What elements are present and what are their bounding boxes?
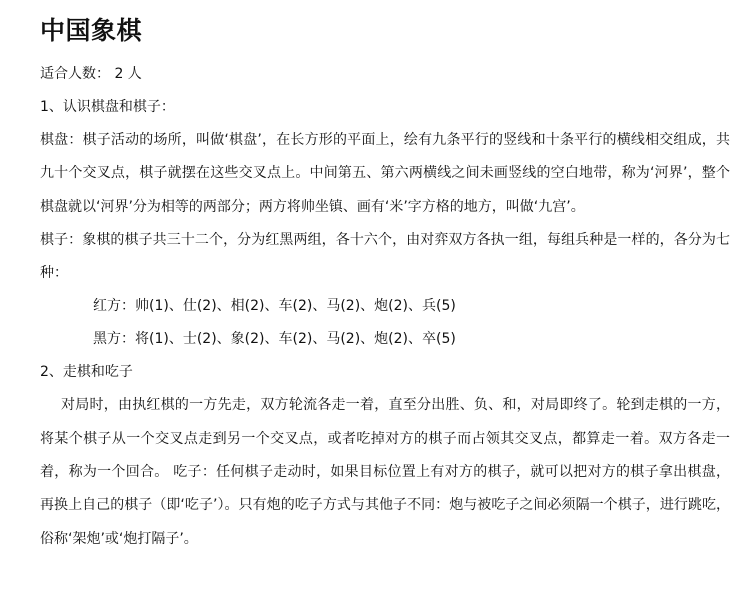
document-title: 中国象棋 (40, 16, 143, 45)
moves-paragraph: 对局时，由执红棋的一方先走，双方轮流各走一着，直至分出胜、负、和，对局即终了。轮到走棋的一方，将某个棋子从一个交叉点走到另一个交叉点，或者吃掉对方的棋子而占领其交叉点，都算走一着。双方各走一着，称为一个回合。 吃子：任何棋子走动时，如果目标位置上有对方的棋子，就可以把对方的棋子拿出棋盘，再换上自己的棋子（即‘吃子’）。只有炮的吃子方式与其他子不同：炮与被吃子之间必须隔一个棋子，进行跳吃，俗称‘架炮’或‘炮打隔子’。 (40, 397, 730, 547)
section1-heading: 1、认识棋盘和棋子： (40, 99, 175, 115)
players-line: 适合人数： 2 人 (40, 66, 142, 82)
pieces-paragraph: 棋子：象棋的棋子共三十二个，分为红黑两组，各十六个，由对弈双方各执一组，每组兵种是一样的，各分为七种： (40, 231, 730, 282)
section2-heading: 2、走棋和吃子 (40, 364, 133, 381)
board-paragraph: 棋盘：棋子活动的场所，叫做‘棋盘’，在长方形的平面上，绘有九条平行的竖线和十条平行的横线相交组成，共九十个交叉点，棋子就摆在这些交叉点上。中间第五、第六两横线之间未画竖线的空白地带，称为‘河界’，整个棋盘就以‘河界’分为相等的两部分；两方将帅坐镇、画有‘米’字方格的地方，叫做‘九宫’。 (40, 132, 730, 215)
black-pieces-line: 黑方：将(1)、士(2)、象(2)、车(2)、马(2)、炮(2)、卒(5) (93, 331, 456, 348)
red-pieces-line: 红方：帅(1)、仕(2)、相(2)、车(2)、马(2)、炮(2)、兵(5) (93, 298, 456, 315)
